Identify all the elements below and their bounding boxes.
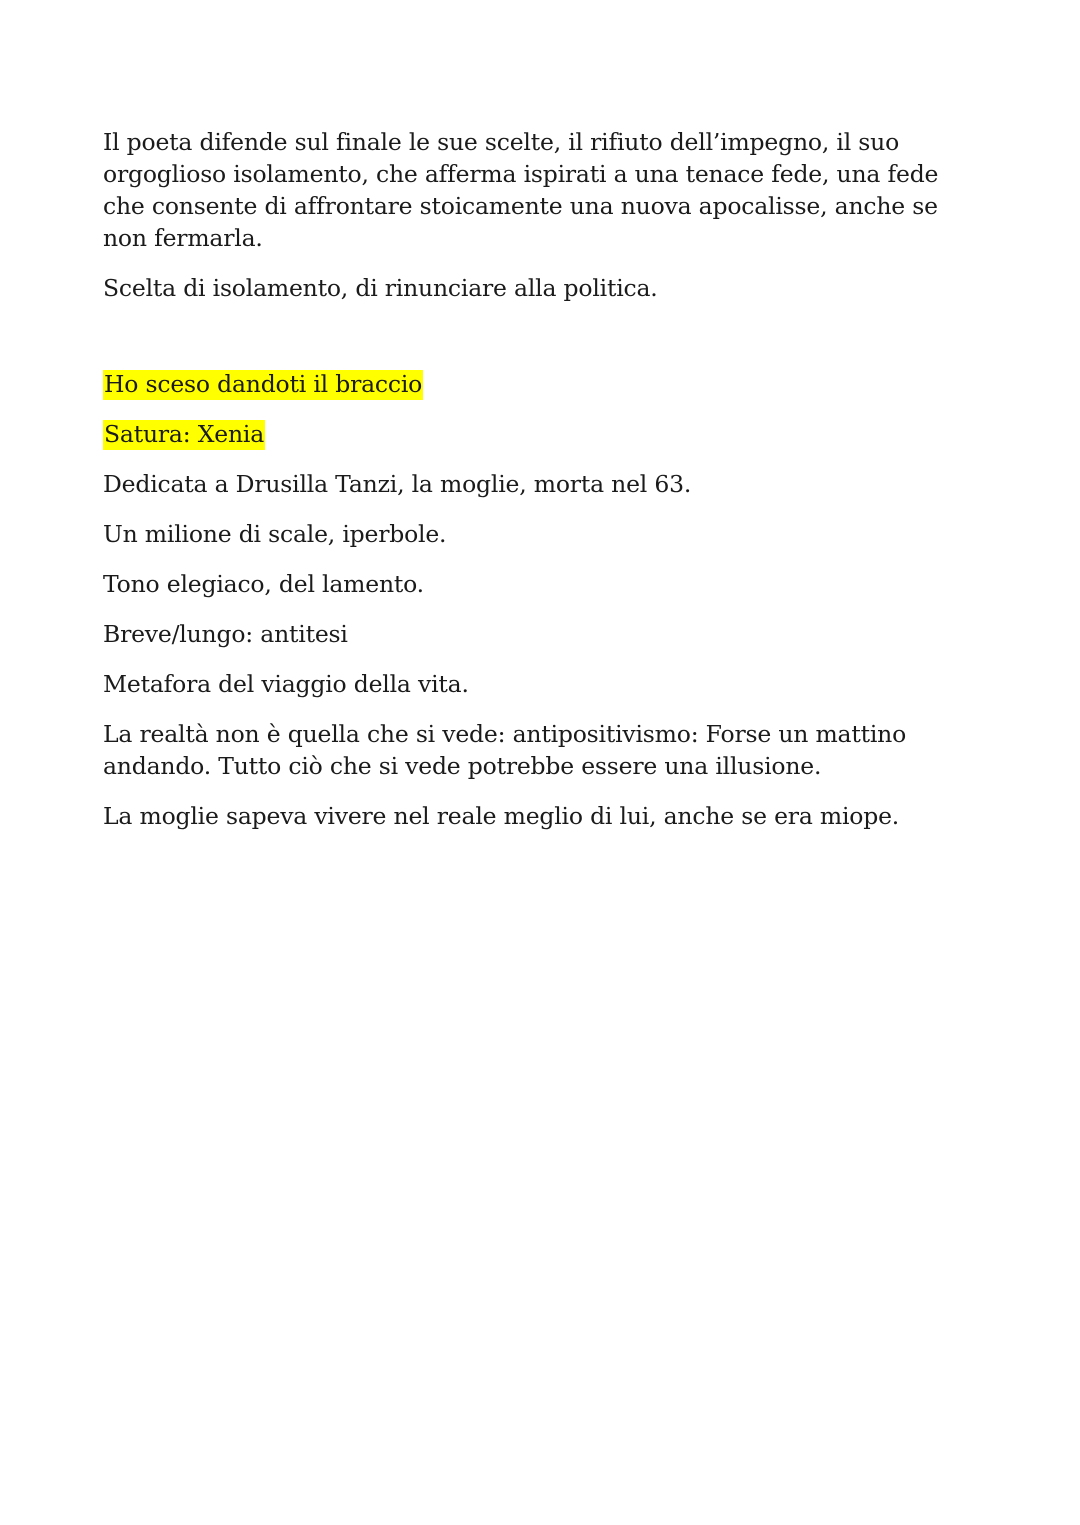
note-paragraph: Metafora del viaggio della vita. <box>103 670 469 698</box>
intro-paragraph-1: Il poeta difende sul finale le sue scelte, il rifiuto dell’impegno, il suo orgoglioso isolamento, che afferma ispirati a una tenace fede, una fede che consente di affrontare stoicamente una nuova apocalisse, anche se non fermarla. <box>103 128 939 252</box>
note-paragraph: Breve/lungo: antitesi <box>103 620 348 648</box>
intro-paragraph-2: Scelta di isolamento, di rinunciare alla politica. <box>103 274 658 302</box>
note-paragraph: La realtà non è quella che si vede: antipositivismo: Forse un mattino andando. Tutto ciò che si vede potrebbe essere una illusione. <box>103 720 907 780</box>
section-subtitle-line <box>103 418 963 450</box>
document-body <box>103 126 963 850</box>
note-paragraph: Un milione di scale, iperbole. <box>103 520 447 548</box>
section-title: Ho sceso dandoti il braccio <box>104 370 423 398</box>
section-title-line <box>103 368 963 400</box>
note-paragraph: Tono elegiaco, del lamento. <box>103 570 424 598</box>
note-paragraph: La moglie sapeva vivere nel reale meglio di lui, anche se era miope. <box>103 802 900 830</box>
section-spacer <box>103 322 963 368</box>
section-subtitle: Satura: Xenia <box>104 420 265 448</box>
note-paragraph: Dedicata a Drusilla Tanzi, la moglie, morta nel 63. <box>103 470 692 498</box>
